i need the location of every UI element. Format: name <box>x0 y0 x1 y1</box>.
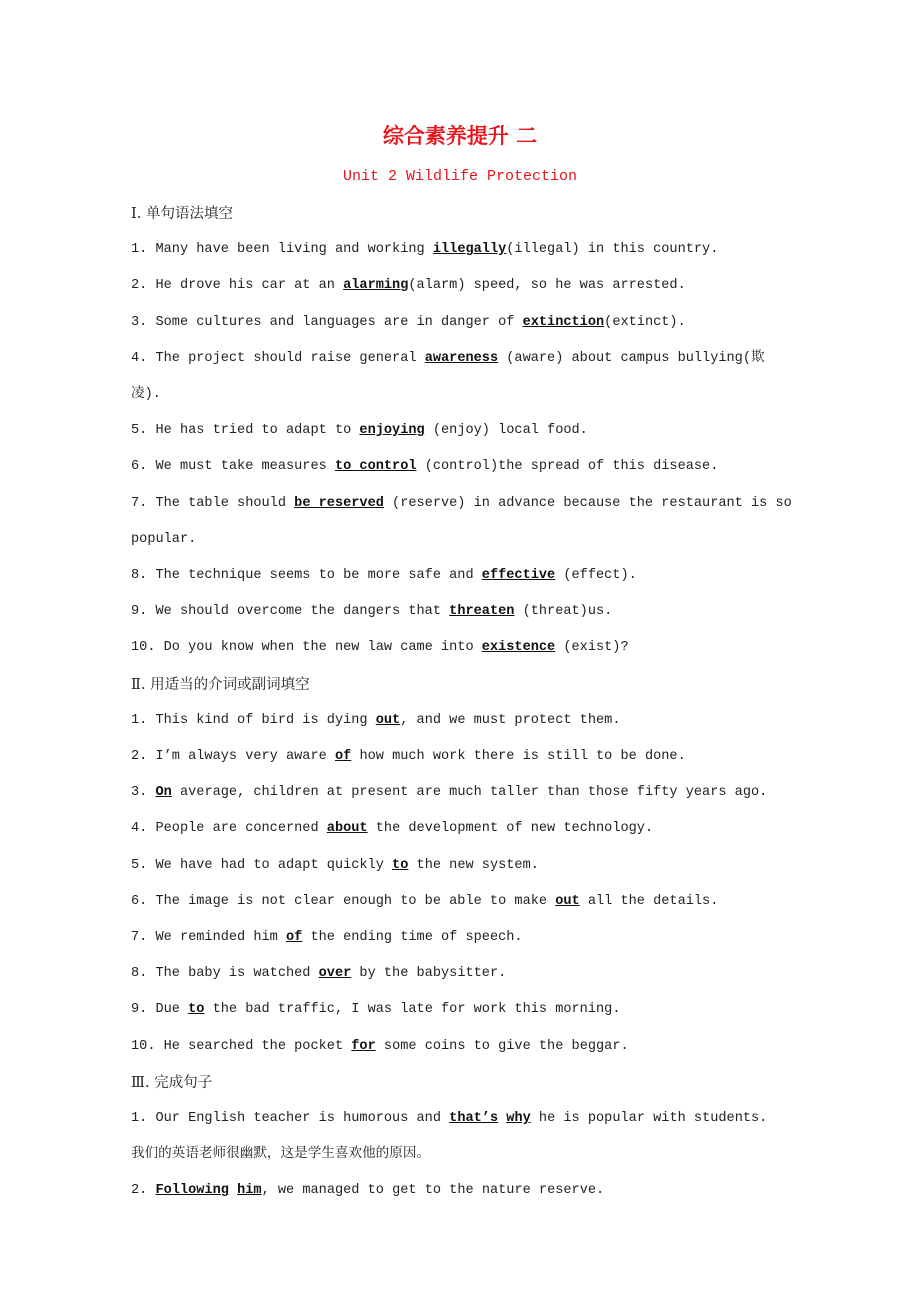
sentence-text: (control)the spread of this disease. <box>416 459 719 475</box>
sentence-text: 9. We should overcome the dangers that <box>131 604 450 620</box>
sentence-text: 1. Many have been living and working <box>131 242 433 258</box>
sentence-text: average, children at present are much taller than those fifty years ago. <box>171 785 768 801</box>
sentence-text: (enjoy) local food. <box>424 423 588 439</box>
sentence-text: 1. This kind of bird is dying <box>131 712 376 728</box>
sentence-text: (effect). <box>555 568 637 584</box>
sentence-text: he is popular with students. <box>530 1111 768 1127</box>
answer-text: threaten <box>449 604 515 620</box>
sentence-text <box>229 1183 237 1198</box>
sentence-text: (illegal) in this country. <box>506 242 719 258</box>
answer-text: out <box>375 712 401 728</box>
sentence-text: 10. Do you know when the new law came into <box>131 640 482 656</box>
sentence-text: all the details. <box>579 893 719 909</box>
exercise-item <box>131 305 793 341</box>
sentence-text: 9. Due <box>131 1002 189 1018</box>
sentence-text: 8. The baby is watched <box>131 966 319 982</box>
sentence-text: 2. I’m always very aware <box>131 749 335 765</box>
sentence-text: 3. <box>131 785 156 801</box>
answer-text: Following <box>155 1183 229 1199</box>
sentence-text: the development of new technology. <box>367 821 654 837</box>
sentence-text: the bad traffic, I was late for work this morning. <box>204 1002 621 1018</box>
exercise-item <box>131 558 793 594</box>
sentence-text: the new system. <box>408 857 539 873</box>
unit-subtitle: Unit 2 Wildlife Protection <box>342 168 578 185</box>
exercise-item <box>131 486 793 558</box>
answer-text: that’s <box>449 1111 499 1127</box>
sentence-text: 5. He has tried to adapt to <box>131 423 360 439</box>
answer-text: about <box>326 821 368 837</box>
exercise-item <box>131 268 793 304</box>
sentence-text: 2. <box>131 1183 156 1199</box>
sentence-text: 10. He searched the pocket <box>131 1038 352 1054</box>
answer-text: be reserved <box>294 495 384 511</box>
answer-text: out <box>555 893 580 909</box>
sentence-text: (alarm) speed, so he was arrested. <box>408 278 686 294</box>
sentence-text: 8. The technique seems to be more safe and <box>131 568 482 584</box>
exercise-item <box>131 884 793 920</box>
exercise-item <box>131 1101 793 1137</box>
answer-text: over <box>318 966 352 982</box>
exercise-item <box>131 232 793 268</box>
sentence-text: 3. Some cultures and languages are in danger of <box>131 314 523 330</box>
sentence-text: 4. People are concerned <box>131 821 327 837</box>
sentence-text: the ending time of speech. <box>302 930 523 946</box>
exercise-item <box>131 1137 793 1173</box>
exercise-item <box>131 739 793 775</box>
exercise-item <box>131 775 793 811</box>
answer-text: why <box>506 1111 531 1127</box>
section-heading: Ⅰ. 单句语法填空 <box>131 206 233 222</box>
answer-text: of <box>286 930 303 946</box>
sentence-text: 5. We have had to adapt quickly <box>131 857 393 873</box>
answer-text: alarming <box>343 278 409 294</box>
exercise-item <box>131 992 793 1028</box>
exercise-body <box>131 196 793 1210</box>
sentence-text: how much work there is still to be done. <box>351 749 686 765</box>
answer-text: On <box>155 785 172 801</box>
exercise-item <box>131 956 793 992</box>
sentence-text: 我们的英语老师很幽默，这是学生喜欢他的原因。 <box>131 1147 431 1163</box>
exercise-item <box>131 811 793 847</box>
sentence-text: , and we must protect them. <box>400 712 621 728</box>
answer-text: effective <box>481 568 556 584</box>
exercise-item <box>131 449 793 485</box>
sentence-text: , we managed to get to the nature reserve. <box>261 1183 605 1199</box>
sentence-text: 4. The project should raise general <box>131 350 425 366</box>
answer-text: awareness <box>424 350 499 366</box>
answer-text: illegally <box>432 242 507 258</box>
answer-text: of <box>334 749 352 765</box>
answer-text: to <box>392 857 409 873</box>
sentence-text: some coins to give the beggar. <box>375 1038 629 1054</box>
answer-text: to control <box>334 459 417 475</box>
exercise-item <box>131 413 793 449</box>
sentence-text: (exist)? <box>555 640 629 656</box>
exercise-item <box>131 1173 793 1209</box>
exercise-item <box>131 848 793 884</box>
sentence-text: by the babysitter. <box>351 966 507 982</box>
sentence-text: (threat)us. <box>514 604 613 620</box>
exercise-item <box>131 630 793 666</box>
sentence-text: 7. The table should <box>131 495 295 511</box>
sentence-text: (aware) about campus bullying(欺凌). <box>131 350 765 403</box>
answer-text: him <box>237 1183 262 1199</box>
sentence-text: 6. We must take measures <box>131 459 335 475</box>
answer-text: extinction <box>522 314 605 330</box>
section-heading: Ⅲ. 完成句子 <box>131 1074 213 1091</box>
exercise-item <box>131 1029 793 1065</box>
answer-text: existence <box>481 640 556 656</box>
answer-text: for <box>351 1038 376 1054</box>
page-title: 综合素养提升 二 <box>382 123 538 148</box>
exercise-item <box>131 703 793 739</box>
sentence-text: (reserve) in advance because the restaurant is so popular. <box>131 495 792 547</box>
sentence-text: 2. He drove his car at an <box>131 278 344 294</box>
sentence-text: (extinct). <box>604 314 686 330</box>
exercise-item <box>131 594 793 630</box>
sentence-text: 7. We reminded him <box>131 930 286 946</box>
answer-text: enjoying <box>359 423 425 439</box>
section-heading: Ⅱ. 用适当的介词或副词填空 <box>131 676 310 693</box>
exercise-item <box>131 920 793 956</box>
answer-text: to <box>188 1002 205 1018</box>
exercise-item <box>131 341 793 413</box>
sentence-text: 1. Our English teacher is humorous and <box>131 1111 450 1127</box>
sentence-text: 6. The image is not clear enough to be able to make <box>131 893 556 909</box>
